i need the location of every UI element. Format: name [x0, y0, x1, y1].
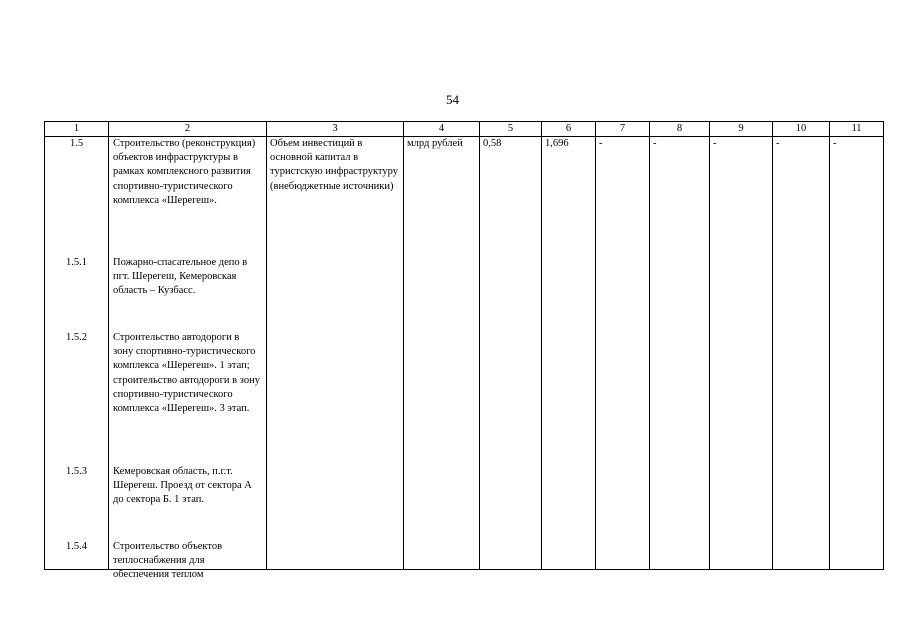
table-row: [45, 137, 884, 570]
indicator-cell: Объем инвестиций в основной капитал в туристскую инфраструктуру (внебюджетные источники): [267, 137, 404, 570]
unit-cell: млрд рублей: [404, 137, 480, 570]
item-number: 1.5.2: [66, 332, 87, 343]
item-description: Строительство (реконструкция) объектов инфраструктуры в рамках комплексного развития спортивно-туристического комплекса «Шерегеш».: [113, 138, 256, 206]
header-cell: 9: [710, 122, 773, 137]
header-cell: 2: [109, 122, 267, 137]
item-number: 1.5.1: [66, 257, 87, 268]
value-cell-7: -: [596, 137, 650, 570]
page-number: 54: [446, 92, 459, 107]
item-description: Кемеровская область, п.г.т. Шерегеш. Проезд от сектора А до сектора Б. 1 этап.: [113, 466, 252, 506]
item-description-column: [109, 137, 267, 581]
item-description: Пожарно-спасательное депо в пгт. Шерегеш, Кемеровская область – Кузбасс.: [113, 257, 248, 297]
header-cell: 8: [650, 122, 710, 137]
item-number-column: [45, 137, 109, 570]
value-cell-11: -: [830, 137, 884, 570]
value-cell-9: -: [710, 137, 773, 570]
value-cell-5: 0,58: [480, 137, 542, 570]
header-cell: 11: [830, 122, 884, 137]
header-cell: 6: [542, 122, 596, 137]
header-cell: 1: [45, 122, 109, 137]
item-number: 1.5.4: [66, 541, 87, 552]
header-cell: 7: [596, 122, 650, 137]
value-cell-8: -: [650, 137, 710, 570]
header-cell: 10: [773, 122, 830, 137]
item-description: Строительство автодороги в зону спортивно-туристического комплекса «Шерегеш». 1 этап; строительство автодороги в зону спортивно-туристического комплекса «Шерегеш». 3 этап.: [113, 332, 260, 415]
header-cell: 5: [480, 122, 542, 137]
indicators-table: [44, 121, 884, 581]
header-row: [45, 122, 884, 137]
header-cell: 3: [267, 122, 404, 137]
value-cell-10: -: [773, 137, 830, 570]
item-description: Строительство объектов теплоснабжения для обеспечения теплом: [113, 541, 223, 581]
value-cell-6: 1,696: [542, 137, 596, 570]
header-cell: 4: [404, 122, 480, 137]
item-number: 1.5.3: [66, 466, 87, 477]
item-number: 1.5: [69, 138, 84, 149]
